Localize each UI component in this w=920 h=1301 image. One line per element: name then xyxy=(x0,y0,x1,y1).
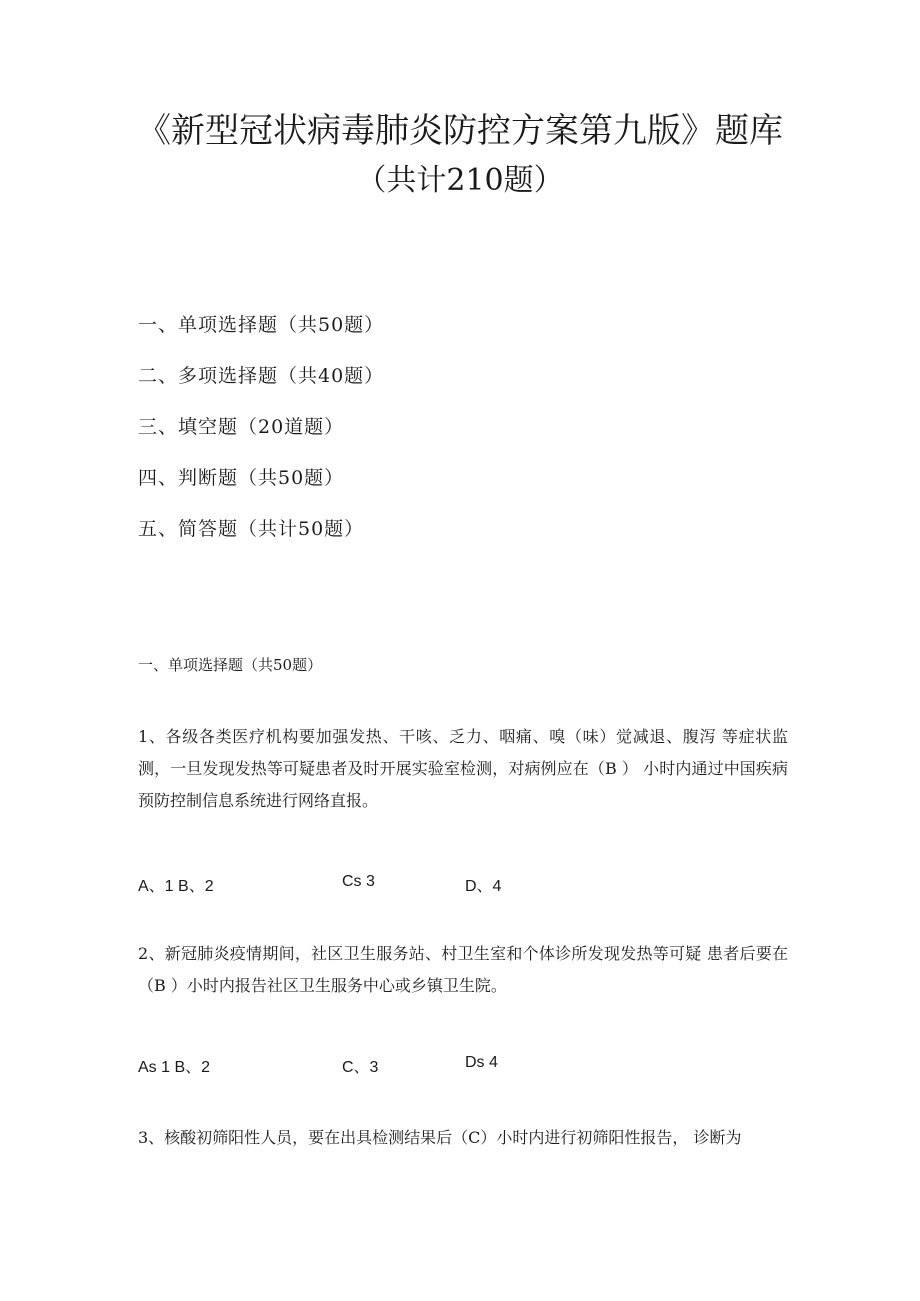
toc-item: 一、单项选择题（共50题） xyxy=(138,314,385,336)
option: C、3 xyxy=(342,1059,379,1076)
question-1-options xyxy=(138,873,788,897)
question-2-options xyxy=(138,1054,788,1078)
option: Cs 3 xyxy=(342,873,375,890)
option: D、4 xyxy=(465,878,502,895)
option: A、1 B、2 xyxy=(138,878,214,895)
toc-item: 二、多项选择题（共40题） xyxy=(138,365,385,387)
document-subtitle: （共计210题） xyxy=(356,163,564,198)
question-2: 2、新冠肺炎疫情期间，社区卫生服务站、村卫生室和个体诊所发现发热等可疑 患者后要在（B ）小时内报告社区卫生服务中心或乡镇卫生院。 xyxy=(138,944,788,995)
toc-item: 四、判断题（共50题） xyxy=(138,467,345,489)
toc-item: 三、填空题（20道题） xyxy=(138,416,345,438)
option: Ds 4 xyxy=(465,1054,498,1071)
document-title: 《新型冠状病毒肺炎防控方案第九版》题库 xyxy=(137,111,783,151)
toc-item: 五、简答题（共计50题） xyxy=(138,518,365,540)
section-heading: 一、单项选择题（共50题） xyxy=(138,656,323,674)
option: As 1 B、2 xyxy=(138,1059,211,1076)
question-1: 1、各级各类医疗机构要加强发热、干咳、乏力、咽痛、嗅（味）觉减退、腹泻 等症状监测，一旦发现发热等可疑患者及时开展实验室检测，对病例应在（B ） 小时内通过中国疾病预防控制信息系统进行网络直报。 xyxy=(138,727,788,810)
question-3: 3、核酸初筛阳性人员，要在出具检测结果后（C）小时内进行初筛阳性报告， 诊断为 xyxy=(138,1128,742,1147)
